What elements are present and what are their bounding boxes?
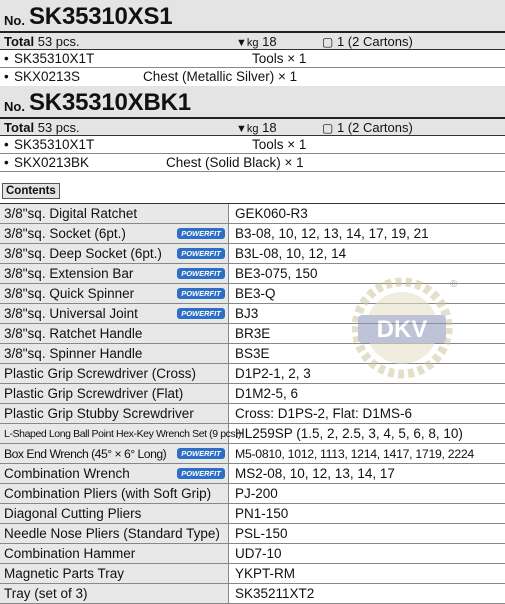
dkv-logo-watermark xyxy=(352,275,458,381)
item-name: 3/8"sq. Socket (6pt.) xyxy=(4,226,126,241)
item-code: D1M2-5, 6 xyxy=(235,386,299,401)
table-row xyxy=(0,504,505,524)
table-row xyxy=(0,444,505,464)
item-name-cell xyxy=(0,284,229,303)
item-name-cell xyxy=(0,204,229,223)
powerfit-badge: POWERFIT xyxy=(177,228,225,239)
set-item-row xyxy=(0,68,505,85)
set-header xyxy=(0,0,505,31)
set-info-row xyxy=(0,31,505,50)
item-code: PJ-200 xyxy=(235,486,278,501)
item-name: 3/8"sq. Universal Joint xyxy=(4,306,138,321)
powerfit-badge: POWERFIT xyxy=(177,248,225,259)
item-desc: Chest (Solid Black) × 1 xyxy=(166,155,304,170)
item-code: B3-08, 10, 12, 13, 14, 17, 19, 21 xyxy=(235,226,429,241)
table-row xyxy=(0,524,505,544)
powerfit-badge: POWERFIT xyxy=(177,468,225,479)
item-name-cell xyxy=(0,564,229,583)
carton-info xyxy=(322,34,413,49)
item-name: 3/8"sq. Spinner Handle xyxy=(4,346,143,361)
item-code: SK35310X1T xyxy=(14,51,95,66)
item-code: B3L-08, 10, 12, 14 xyxy=(235,246,347,261)
set-item-row xyxy=(0,136,505,154)
item-name-cell xyxy=(0,504,229,523)
item-desc: Chest (Metallic Silver) × 1 xyxy=(143,69,298,84)
table-row xyxy=(0,464,505,484)
item-code: MS2-08, 10, 12, 13, 14, 17 xyxy=(235,466,395,481)
item-name: Combination Wrench xyxy=(4,466,130,481)
item-name-cell xyxy=(0,404,229,423)
model-number: SK35310XS1 xyxy=(29,3,173,30)
table-row xyxy=(0,564,505,584)
item-code: GEK060-R3 xyxy=(235,206,308,221)
weight-info xyxy=(236,34,277,49)
contents-table xyxy=(0,203,505,604)
weight-unit: kg xyxy=(246,123,259,135)
powerfit-badge: POWERFIT xyxy=(177,268,225,279)
item-name: Plastic Grip Screwdriver (Cross) xyxy=(4,366,197,381)
table-row xyxy=(0,544,505,564)
item-desc: Tools × 1 xyxy=(252,51,307,66)
item-name: 3/8"sq. Deep Socket (6pt.) xyxy=(4,246,162,261)
weight-icon: ▼ xyxy=(236,123,247,135)
item-code: PSL-150 xyxy=(235,526,288,541)
item-name-cell xyxy=(0,524,229,543)
watermark-text: DKV xyxy=(376,316,428,343)
model-number: SK35310XBK1 xyxy=(29,89,191,116)
item-bullet: • xyxy=(4,69,9,84)
item-bullet: • xyxy=(4,137,9,152)
item-code: Cross: D1PS-2, Flat: D1MS-6 xyxy=(235,406,413,421)
registered-mark: ® xyxy=(450,279,458,290)
item-name-cell xyxy=(0,484,229,503)
item-name: 3/8"sq. Digital Ratchet xyxy=(4,206,138,221)
carton-value: 1 (2 Cartons) xyxy=(336,120,413,135)
carton-icon: ▢ xyxy=(322,121,334,135)
item-name: Plastic Grip Stubby Screwdriver xyxy=(4,406,194,421)
item-code: SKX0213BK xyxy=(14,155,90,170)
item-code: BE3-075, 150 xyxy=(235,266,318,281)
no-label: No. xyxy=(4,99,25,114)
powerfit-badge: POWERFIT xyxy=(177,308,225,319)
weight-unit: kg xyxy=(246,37,259,49)
item-name-cell xyxy=(0,224,229,243)
item-name: Combination Hammer xyxy=(4,546,136,561)
item-code: YKPT-RM xyxy=(235,566,296,581)
carton-value: 1 (2 Cartons) xyxy=(336,34,413,49)
set-info-row xyxy=(0,117,505,136)
total-value: 53 pcs. xyxy=(37,120,80,135)
powerfit-badge: POWERFIT xyxy=(177,288,225,299)
total-label: Total xyxy=(4,34,35,49)
total-label: Total xyxy=(4,120,35,135)
item-name: Tray (set of 3) xyxy=(4,586,88,601)
item-name: Box End Wrench (45° × 6° Long) xyxy=(4,447,167,461)
item-name: 3/8"sq. Ratchet Handle xyxy=(4,326,143,341)
set-item-row xyxy=(0,154,505,172)
item-code: M5-0810, 1012, 1113, 1214, 1417, 1719, 2224 xyxy=(235,447,474,461)
carton-icon: ▢ xyxy=(322,35,334,49)
item-code: UD7-10 xyxy=(235,546,282,561)
weight-icon: ▼ xyxy=(236,37,247,49)
item-name: 3/8"sq. Extension Bar xyxy=(4,266,134,281)
table-row xyxy=(0,484,505,504)
item-code: D1P2-1, 2, 3 xyxy=(235,366,311,381)
item-name-cell xyxy=(0,244,229,263)
no-label: No. xyxy=(4,13,25,28)
item-name: Needle Nose Pliers (Standard Type) xyxy=(4,526,220,541)
item-bullet: • xyxy=(4,51,9,66)
weight-info xyxy=(236,120,277,135)
table-row xyxy=(0,584,505,604)
item-name-cell xyxy=(0,264,229,283)
item-name-cell xyxy=(0,464,229,483)
item-name: Plastic Grip Screwdriver (Flat) xyxy=(4,386,184,401)
item-code: SK35211XT2 xyxy=(235,586,315,601)
table-row xyxy=(0,244,505,264)
item-name-cell xyxy=(0,364,229,383)
weight-value: 18 xyxy=(262,34,277,49)
item-bullet: • xyxy=(4,155,9,170)
item-name-cell xyxy=(0,324,229,343)
item-name-cell xyxy=(0,444,229,463)
carton-info xyxy=(322,120,413,135)
item-name-cell xyxy=(0,304,229,323)
set-item-row xyxy=(0,50,505,68)
item-code: SKX0213S xyxy=(14,69,81,84)
table-row xyxy=(0,224,505,244)
set-header xyxy=(0,86,505,117)
total-value: 53 pcs. xyxy=(37,34,80,49)
table-row xyxy=(0,204,505,224)
item-code: SK35310X1T xyxy=(14,137,95,152)
item-name-cell xyxy=(0,344,229,363)
item-name: L-Shaped Long Ball Point Hex-Key Wrench Set (9 pcs.) xyxy=(4,427,241,440)
weight-value: 18 xyxy=(262,120,277,135)
item-code: BR3E xyxy=(235,326,271,341)
item-code: HL259SP (1.5, 2, 2.5, 3, 4, 5, 6, 8, 10) xyxy=(235,426,463,441)
powerfit-badge: POWERFIT xyxy=(177,448,225,459)
item-code: PN1-150 xyxy=(235,506,289,521)
item-name: Magnetic Parts Tray xyxy=(4,566,125,581)
item-name-cell xyxy=(0,424,241,443)
table-row xyxy=(0,404,505,424)
item-code: BE3-Q xyxy=(235,286,276,301)
item-code: BJ3 xyxy=(235,306,259,321)
item-name-cell xyxy=(0,384,229,403)
item-name: 3/8"sq. Quick Spinner xyxy=(4,286,135,301)
table-row xyxy=(0,424,505,444)
item-code: BS3E xyxy=(235,346,270,361)
item-name: Combination Pliers (with Soft Grip) xyxy=(4,486,212,501)
item-desc: Tools × 1 xyxy=(252,137,307,152)
item-name-cell xyxy=(0,544,229,563)
item-name: Diagonal Cutting Pliers xyxy=(4,506,142,521)
contents-label: Contents xyxy=(2,183,60,199)
table-row xyxy=(0,384,505,404)
